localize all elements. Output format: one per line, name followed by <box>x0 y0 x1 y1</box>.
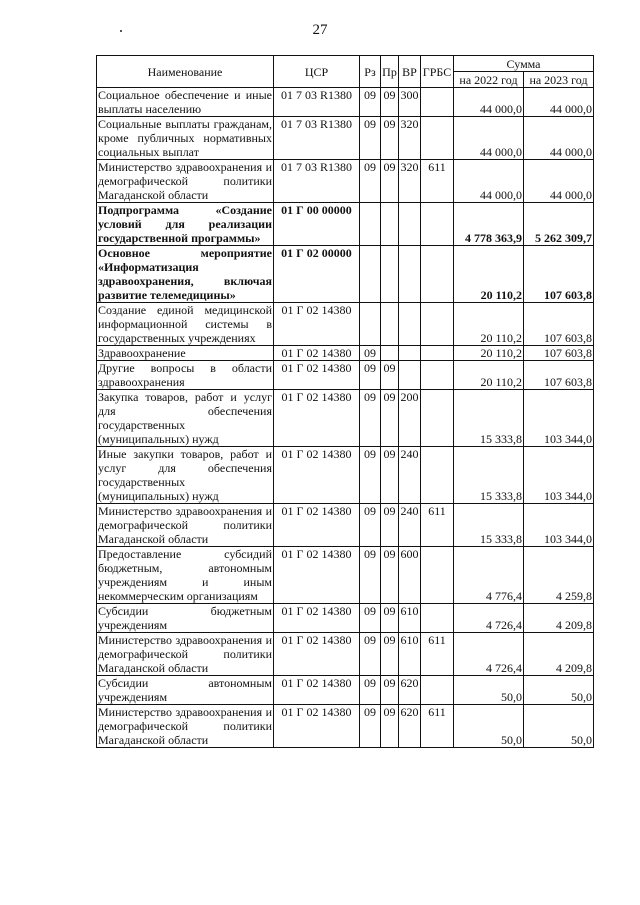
table-row <box>97 447 594 504</box>
cell-vr: 200 <box>399 390 421 447</box>
cell-pr <box>381 246 399 303</box>
cell-grbs <box>421 203 454 246</box>
cell-pr <box>381 346 399 361</box>
cell-csr: 01 Г 02 14380 <box>274 361 360 390</box>
table-row <box>97 361 594 390</box>
cell-pr: 09 <box>381 361 399 390</box>
cell-rz: 09 <box>360 361 381 390</box>
scan-speck <box>120 30 122 32</box>
table-row <box>97 160 594 203</box>
cell-grbs: 611 <box>421 504 454 547</box>
cell-sum-2023: 44 000,0 <box>524 160 594 203</box>
cell-pr <box>381 203 399 246</box>
cell-vr: 320 <box>399 160 421 203</box>
cell-pr: 09 <box>381 705 399 748</box>
table-header-row <box>97 56 594 72</box>
cell-sum-2022: 44 000,0 <box>454 160 524 203</box>
cell-grbs <box>421 303 454 346</box>
cell-rz: 09 <box>360 160 381 203</box>
cell-csr: 01 Г 02 14380 <box>274 676 360 705</box>
cell-name: Министерство здравоохранения и демографической политики Магаданской области <box>98 633 272 675</box>
cell-rz: 09 <box>360 705 381 748</box>
cell-sum-2022: 20 110,2 <box>454 303 524 346</box>
cell-pr: 09 <box>381 160 399 203</box>
cell-pr <box>381 303 399 346</box>
cell-sum-2022: 50,0 <box>454 676 524 705</box>
table-row <box>97 88 594 117</box>
cell-csr: 01 Г 02 14380 <box>274 547 360 604</box>
cell-sum-2022: 20 110,2 <box>454 246 524 303</box>
cell-sum-2023: 107 603,8 <box>524 361 594 390</box>
cell-vr: 610 <box>399 604 421 633</box>
cell-name: Субсидии бюджетным учреждениям <box>98 604 272 632</box>
cell-pr: 09 <box>381 633 399 676</box>
cell-sum-2023: 4 259,8 <box>524 547 594 604</box>
cell-csr: 01 Г 02 14380 <box>274 504 360 547</box>
table-row <box>97 676 594 705</box>
header-name: Наименование <box>97 56 274 88</box>
cell-sum-2023: 4 209,8 <box>524 604 594 633</box>
table-row <box>97 346 594 361</box>
cell-vr: 300 <box>399 88 421 117</box>
cell-sum-2023: 44 000,0 <box>524 88 594 117</box>
cell-grbs <box>421 246 454 303</box>
cell-name: Основное мероприятие «Информатизация здравоохранения, включая развитие телемедицины» <box>98 246 272 302</box>
cell-vr <box>399 303 421 346</box>
cell-grbs <box>421 676 454 705</box>
cell-pr: 09 <box>381 504 399 547</box>
cell-csr: 01 Г 00 00000 <box>274 203 360 246</box>
cell-grbs <box>421 88 454 117</box>
cell-rz: 09 <box>360 604 381 633</box>
cell-csr: 01 Г 02 14380 <box>274 346 360 361</box>
cell-grbs: 611 <box>421 633 454 676</box>
cell-sum-2022: 15 333,8 <box>454 504 524 547</box>
cell-rz: 09 <box>360 547 381 604</box>
cell-csr: 01 Г 02 14380 <box>274 303 360 346</box>
cell-sum-2022: 44 000,0 <box>454 88 524 117</box>
cell-pr: 09 <box>381 88 399 117</box>
cell-sum-2022: 20 110,2 <box>454 346 524 361</box>
cell-csr: 01 Г 02 14380 <box>274 604 360 633</box>
cell-vr <box>399 246 421 303</box>
cell-vr: 240 <box>399 447 421 504</box>
cell-rz: 09 <box>360 676 381 705</box>
cell-sum-2023: 103 344,0 <box>524 504 594 547</box>
cell-name: Подпрограмма «Создание условий для реализации государственной программы» <box>98 203 272 245</box>
cell-name: Предоставление субсидий бюджетным, автономным учреждениям и иным некоммерческим организациям <box>98 547 272 603</box>
header-rz: Рз <box>360 56 381 88</box>
table-row <box>97 117 594 160</box>
table-row <box>97 547 594 604</box>
cell-sum-2023: 50,0 <box>524 676 594 705</box>
cell-rz: 09 <box>360 633 381 676</box>
cell-sum-2023: 5 262 309,7 <box>524 203 594 246</box>
cell-vr <box>399 346 421 361</box>
cell-grbs: 611 <box>421 160 454 203</box>
cell-csr: 01 7 03 R1380 <box>274 88 360 117</box>
cell-name: Социальное обеспечение и иные выплаты населению <box>98 88 272 116</box>
page-number: 27 <box>312 22 328 38</box>
cell-name: Здравоохранение <box>97 346 274 361</box>
cell-grbs <box>421 604 454 633</box>
cell-sum-2023: 50,0 <box>524 705 594 748</box>
cell-sum-2022: 50,0 <box>454 705 524 748</box>
cell-sum-2023: 107 603,8 <box>524 303 594 346</box>
cell-sum-2022: 15 333,8 <box>454 390 524 447</box>
cell-grbs <box>421 346 454 361</box>
cell-csr: 01 Г 02 14380 <box>274 705 360 748</box>
cell-pr: 09 <box>381 390 399 447</box>
cell-rz: 09 <box>360 117 381 160</box>
cell-vr: 610 <box>399 633 421 676</box>
cell-vr: 240 <box>399 504 421 547</box>
table-row <box>97 604 594 633</box>
cell-name: Социальные выплаты гражданам, кроме публичных нормативных социальных выплат <box>98 117 272 159</box>
cell-name: Министерство здравоохранения и демографической политики Магаданской области <box>98 160 272 202</box>
cell-rz <box>360 203 381 246</box>
cell-sum-2023: 107 603,8 <box>524 246 594 303</box>
cell-vr <box>399 203 421 246</box>
cell-csr: 01 7 03 R1380 <box>274 117 360 160</box>
cell-pr: 09 <box>381 676 399 705</box>
header-year-2023: на 2023 год <box>524 72 594 88</box>
table-row <box>97 504 594 547</box>
cell-csr: 01 Г 02 00000 <box>274 246 360 303</box>
header-pr: Пр <box>381 56 399 88</box>
cell-vr: 320 <box>399 117 421 160</box>
cell-sum-2022: 4 776,4 <box>454 547 524 604</box>
cell-rz: 09 <box>360 346 381 361</box>
table-row <box>97 203 594 246</box>
cell-pr: 09 <box>381 604 399 633</box>
header-grbs: ГРБС <box>421 56 454 88</box>
cell-grbs <box>421 447 454 504</box>
header-sum: Сумма <box>454 56 594 72</box>
table-row <box>97 705 594 748</box>
cell-sum-2023: 103 344,0 <box>524 390 594 447</box>
cell-vr <box>399 361 421 390</box>
cell-grbs: 611 <box>421 705 454 748</box>
table-row <box>97 390 594 447</box>
cell-csr: 01 Г 02 14380 <box>274 633 360 676</box>
table-body <box>97 88 594 748</box>
cell-sum-2022: 15 333,8 <box>454 447 524 504</box>
cell-rz <box>360 303 381 346</box>
cell-csr: 01 7 03 R1380 <box>274 160 360 203</box>
cell-name: Субсидии автономным учреждениям <box>98 676 272 704</box>
header-vr: ВР <box>399 56 421 88</box>
cell-sum-2022: 4 726,4 <box>454 604 524 633</box>
table-row <box>97 246 594 303</box>
cell-csr: 01 Г 02 14380 <box>274 447 360 504</box>
cell-sum-2022: 4 726,4 <box>454 633 524 676</box>
table-row <box>97 303 594 346</box>
cell-vr: 600 <box>399 547 421 604</box>
cell-name: Министерство здравоохранения и демографической политики Магаданской области <box>98 705 272 747</box>
cell-name: Создание единой медицинской информационной системы в государственных учреждениях <box>98 303 272 345</box>
cell-pr: 09 <box>381 447 399 504</box>
cell-rz: 09 <box>360 88 381 117</box>
cell-vr: 620 <box>399 676 421 705</box>
cell-sum-2022: 20 110,2 <box>454 361 524 390</box>
cell-sum-2022: 4 778 363,9 <box>454 203 524 246</box>
cell-pr: 09 <box>381 547 399 604</box>
cell-grbs <box>421 390 454 447</box>
cell-pr: 09 <box>381 117 399 160</box>
table-row <box>97 633 594 676</box>
cell-sum-2022: 44 000,0 <box>454 117 524 160</box>
cell-name: Закупка товаров, работ и услуг для обеспечения государственных (муниципальных) нужд <box>98 390 272 446</box>
cell-grbs <box>421 117 454 160</box>
cell-sum-2023: 4 209,8 <box>524 633 594 676</box>
cell-grbs <box>421 547 454 604</box>
cell-rz <box>360 246 381 303</box>
cell-name: Иные закупки товаров, работ и услуг для обеспечения государственных (муниципальных) нужд <box>98 447 272 503</box>
cell-grbs <box>421 361 454 390</box>
cell-csr: 01 Г 02 14380 <box>274 390 360 447</box>
cell-rz: 09 <box>360 447 381 504</box>
cell-vr: 620 <box>399 705 421 748</box>
cell-name: Министерство здравоохранения и демографической политики Магаданской области <box>98 504 272 546</box>
cell-sum-2023: 44 000,0 <box>524 117 594 160</box>
header-year-2022: на 2022 год <box>454 72 524 88</box>
header-csr: ЦСР <box>274 56 360 88</box>
cell-sum-2023: 107 603,8 <box>524 346 594 361</box>
cell-rz: 09 <box>360 390 381 447</box>
cell-sum-2023: 103 344,0 <box>524 447 594 504</box>
cell-rz: 09 <box>360 504 381 547</box>
cell-name: Другие вопросы в области здравоохранения <box>98 361 272 389</box>
budget-table <box>96 55 594 748</box>
